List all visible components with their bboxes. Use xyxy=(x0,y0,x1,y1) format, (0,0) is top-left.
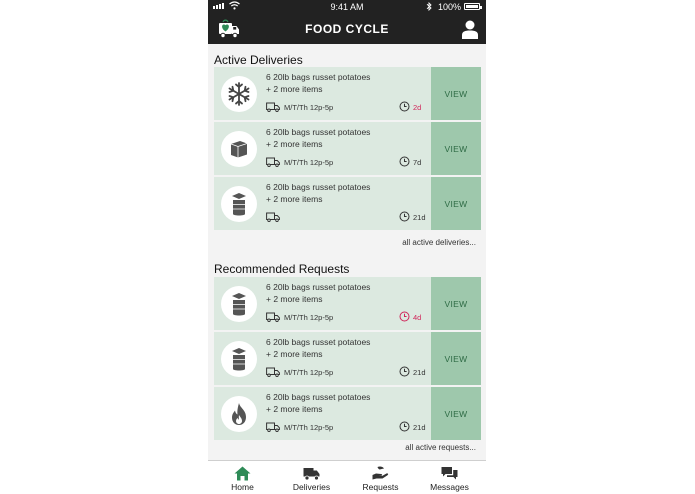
all-active-deliveries-link[interactable]: all active deliveries... xyxy=(402,238,476,247)
view-button[interactable]: VIEW xyxy=(431,387,481,440)
home-content xyxy=(208,44,486,460)
truck-icon xyxy=(266,312,280,322)
pickup-schedule: M/T/Th 12p-5p xyxy=(284,158,334,167)
item-summary: 6 20lb bags russet potatoes xyxy=(266,392,371,402)
clock-icon xyxy=(399,156,410,167)
days-remaining: 2d xyxy=(413,103,422,112)
more-items: + 2 more items xyxy=(266,139,323,149)
more-items: + 2 more items xyxy=(266,84,323,94)
pickup-schedule: M/T/Th 12p-5p xyxy=(284,313,334,322)
request-card[interactable] xyxy=(214,387,481,440)
item-summary: 6 20lb bags russet potatoes xyxy=(266,127,371,137)
clock-icon xyxy=(399,311,410,322)
pickup-schedule: M/T/Th 12p-5p xyxy=(284,103,334,112)
truck-icon xyxy=(303,466,320,481)
truck-icon xyxy=(266,157,280,167)
truck-icon xyxy=(266,212,280,222)
more-items: + 2 more items xyxy=(266,349,323,359)
nav-label: Home xyxy=(231,482,254,492)
box-icon xyxy=(227,137,251,161)
clock-icon xyxy=(399,211,410,222)
view-button[interactable]: VIEW xyxy=(431,277,481,330)
more-items: + 2 more items xyxy=(266,194,323,204)
nav-messages[interactable] xyxy=(415,461,484,494)
days-remaining: 21d xyxy=(413,213,426,222)
can-icon xyxy=(227,345,251,373)
user-profile-icon[interactable] xyxy=(462,19,478,39)
all-active-requests-link[interactable]: all active requests... xyxy=(405,443,476,452)
app-header xyxy=(208,0,486,44)
app-title: FOOD CYCLE xyxy=(305,22,389,36)
snowflake-icon xyxy=(226,81,252,107)
view-button[interactable]: VIEW xyxy=(431,67,481,120)
nav-label: Requests xyxy=(362,482,399,492)
delivery-card[interactable] xyxy=(214,67,481,120)
battery-icon xyxy=(464,3,480,10)
chat-icon xyxy=(441,466,458,481)
item-summary: 6 20lb bags russet potatoes xyxy=(266,337,371,347)
phone-screen xyxy=(208,0,486,494)
request-card[interactable] xyxy=(214,332,481,385)
more-items: + 2 more items xyxy=(266,404,323,414)
home-icon xyxy=(234,466,251,481)
clock-icon xyxy=(399,366,410,377)
days-remaining: 21d xyxy=(413,368,426,377)
status-bar xyxy=(208,0,486,14)
item-summary: 6 20lb bags russet potatoes xyxy=(266,282,371,292)
battery-percent: 100% xyxy=(438,2,462,12)
nav-deliveries[interactable] xyxy=(277,461,346,494)
bottom-nav xyxy=(208,460,486,494)
truck-icon xyxy=(266,102,280,112)
active-deliveries-heading: Active Deliveries xyxy=(214,53,303,67)
delivery-card[interactable] xyxy=(214,122,481,175)
view-button[interactable]: VIEW xyxy=(431,122,481,175)
can-icon xyxy=(227,190,251,218)
nav-label: Messages xyxy=(430,482,469,492)
days-remaining: 7d xyxy=(413,158,422,167)
truck-icon xyxy=(266,422,280,432)
nav-requests[interactable] xyxy=(346,461,415,494)
can-icon xyxy=(227,290,251,318)
truck-icon xyxy=(266,367,280,377)
delivery-card[interactable] xyxy=(214,177,481,230)
recommended-requests-heading: Recommended Requests xyxy=(214,262,350,276)
request-card[interactable] xyxy=(214,277,481,330)
nav-home[interactable] xyxy=(208,461,277,494)
status-time: 9:41 AM xyxy=(330,2,364,12)
pickup-schedule: M/T/Th 12p-5p xyxy=(284,368,334,377)
nav-label: Deliveries xyxy=(292,482,331,492)
days-remaining: 21d xyxy=(413,423,426,432)
item-summary: 6 20lb bags russet potatoes xyxy=(266,182,371,192)
days-remaining: 4d xyxy=(413,313,422,322)
more-items: + 2 more items xyxy=(266,294,323,304)
clock-icon xyxy=(399,101,410,112)
pickup-schedule: M/T/Th 12p-5p xyxy=(284,423,334,432)
bluetooth-icon xyxy=(426,2,432,11)
flame-icon xyxy=(227,401,251,427)
hand-icon xyxy=(372,466,389,481)
view-button[interactable]: VIEW xyxy=(431,177,481,230)
view-button[interactable]: VIEW xyxy=(431,332,481,385)
item-summary: 6 20lb bags russet potatoes xyxy=(266,72,371,82)
clock-icon xyxy=(399,421,410,432)
